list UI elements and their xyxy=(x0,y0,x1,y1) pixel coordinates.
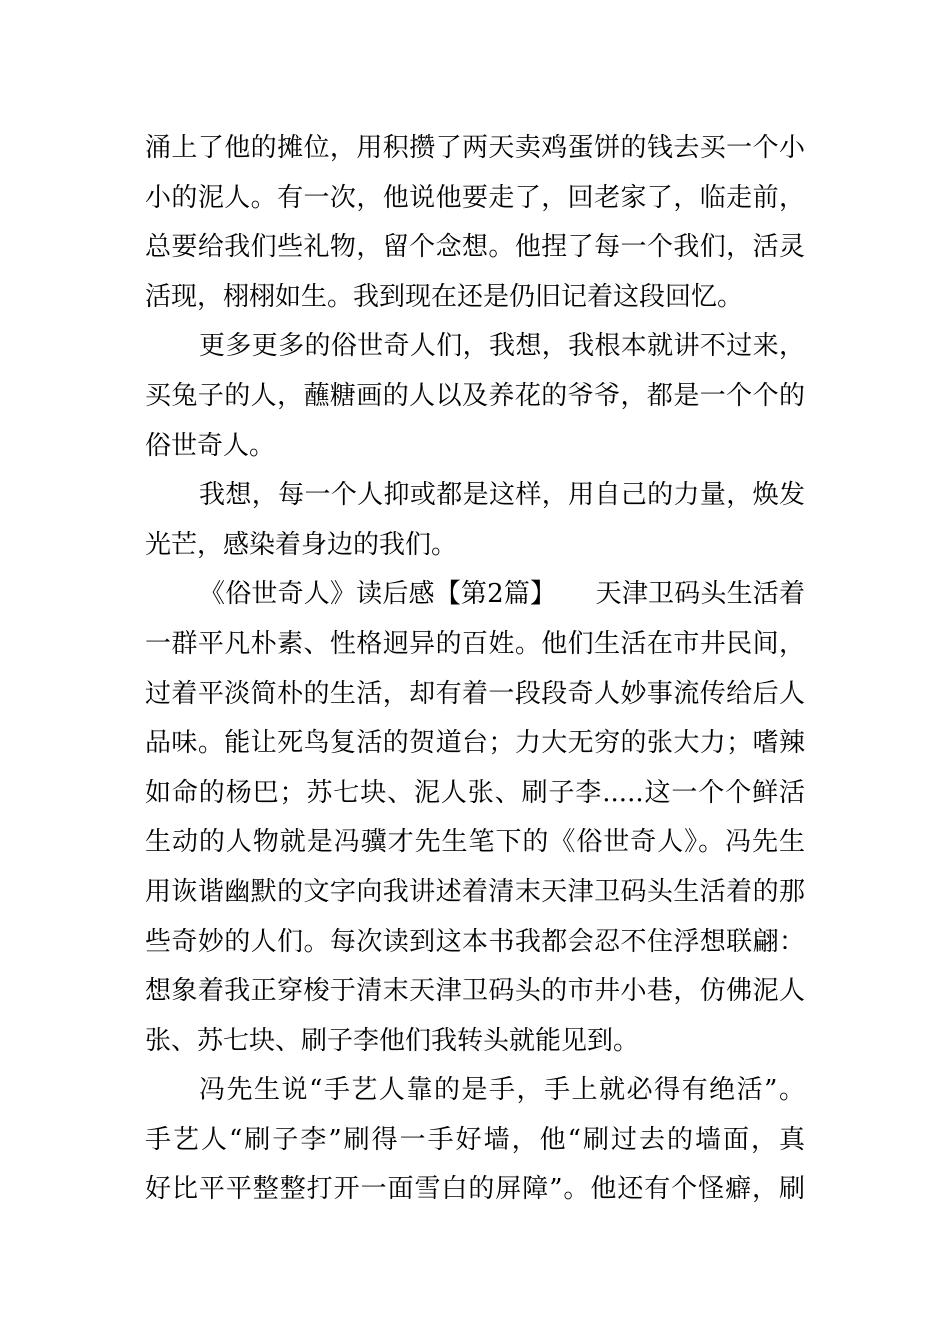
text-line: 俗世奇人。 xyxy=(145,430,276,461)
paragraph xyxy=(145,124,805,322)
text-line: 涌上了他的摊位，用积攒了两天卖鸡蛋饼的钱去买一个小 xyxy=(145,133,805,163)
text-line: 过着平淡简朴的生活，却有着一段段奇人妙事流传给后人 xyxy=(145,678,805,709)
paragraph xyxy=(145,570,805,1066)
text-line: 更多更多的俗世奇人们，我想，我根本就讲不过来， xyxy=(199,331,805,362)
paragraph xyxy=(145,322,805,471)
text-line: 些奇妙的人们。每次读到这本书我都会忍不住浮想联翩： xyxy=(145,926,805,957)
text-line: 如命的杨巴；苏七块、泥人张、刷子李.....这一个个鲜活 xyxy=(145,777,805,808)
text-line: 想象着我正穿梭于清末天津卫码头的市井小巷，仿佛泥人 xyxy=(145,976,805,1007)
text-line: 光芒，感染着身边的我们。 xyxy=(145,529,458,560)
paragraph xyxy=(145,471,805,570)
text-line: 用诙谐幽默的文字向我讲述着清末天津卫码头生活着的那 xyxy=(145,876,805,907)
document-page xyxy=(145,124,805,1215)
text-line: 总要给我们些礼物，留个念想。他捏了每一个我们，活灵 xyxy=(145,232,805,263)
text-line: 手艺人“刷子李”刷得一手好墙，他“刷过去的墙面，真 xyxy=(145,1124,805,1155)
paragraph xyxy=(145,1066,805,1215)
text-line: 张、苏七块、刷子李他们我转头就能见到。 xyxy=(145,1025,640,1056)
text-line: 好比平平整整打开一面雪白的屏障”。他还有个怪癖，刷 xyxy=(145,1174,805,1205)
text-line: 买兔子的人，蘸糖画的人以及养花的爷爷，都是一个个的 xyxy=(145,380,805,411)
text-line: 《俗世奇人》读后感【第2篇】 天津卫码头生活着 xyxy=(199,579,805,610)
text-line: 冯先生说“手艺人靠的是手，手上就必得有绝活”。 xyxy=(199,1075,805,1106)
text-line: 小的泥人。有一次，他说他要走了，回老家了，临走前， xyxy=(145,182,805,213)
text-line: 活现，栩栩如生。我到现在还是仍旧记着这段回忆。 xyxy=(145,281,744,312)
text-line: 一群平凡朴素、性格迥异的百姓。他们生活在市井民间， xyxy=(145,628,805,659)
text-line: 生动的人物就是冯骥才先生笔下的《俗世奇人》。冯先生 xyxy=(145,827,805,858)
text-line: 我想，每一个人抑或都是这样，用自己的力量，焕发 xyxy=(199,480,805,511)
text-line: 品味。能让死鸟复活的贺道台；力大无穷的张大力；嗜辣 xyxy=(145,728,805,759)
